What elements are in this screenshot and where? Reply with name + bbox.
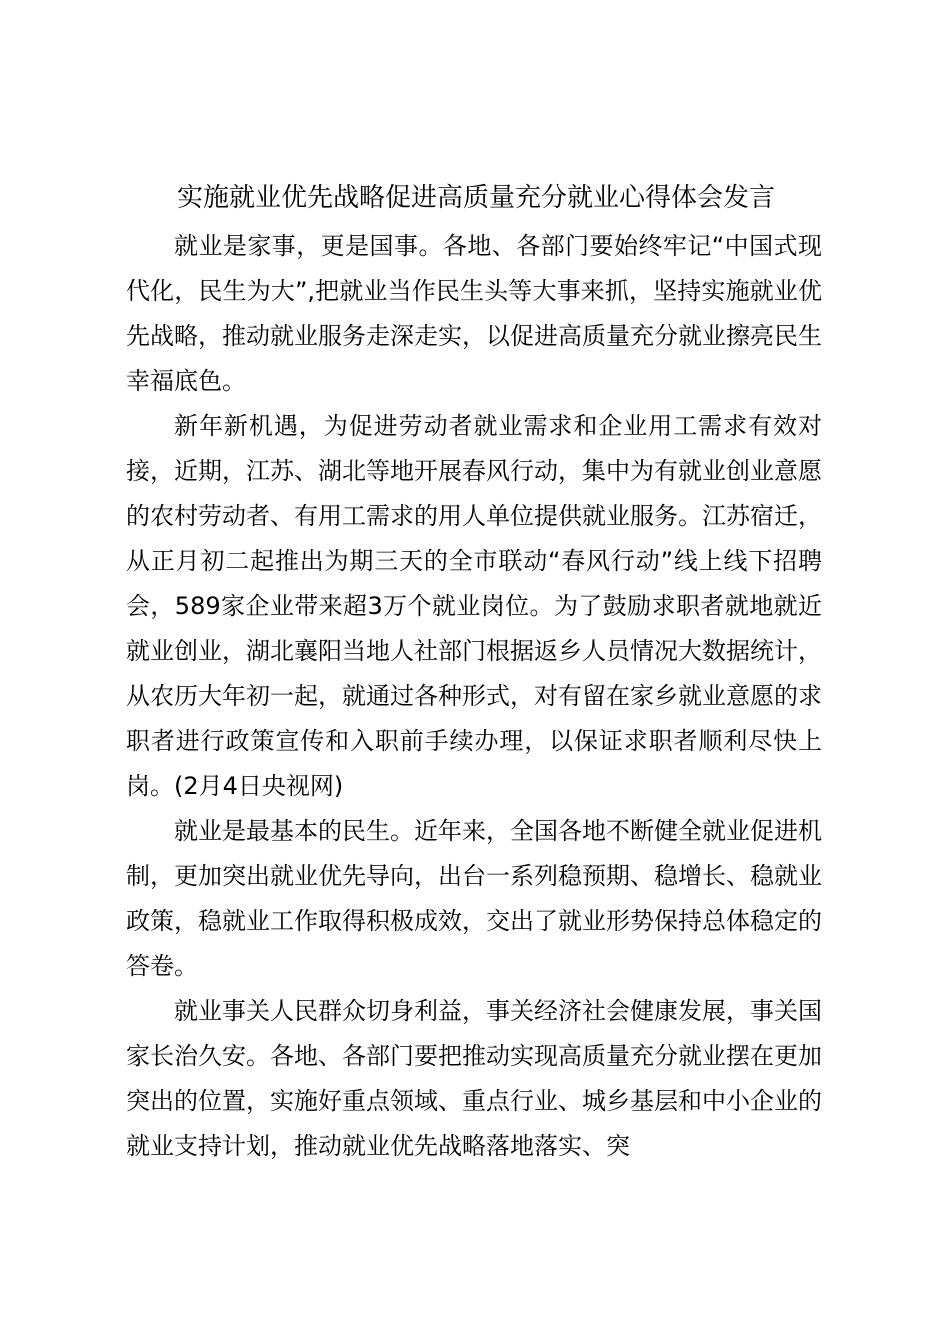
paragraph-1: 就业是家事，更是国事。各地、各部门要始终牢记“中国式现代化，民生为大”,把就业当作民生头等大事来抓，坚持实施就业优先战略，推动就业服务走深走实，以促进高质量充分就业擦亮民生幸福底色。: [126, 232, 822, 395]
document-body: [126, 224, 822, 1169]
document-title: 实施就业优先战略促进高质量充分就业心得体会发言: [176, 183, 775, 213]
paragraph-4: 就业事关人民群众切身利益，事关经济社会健康发展，事关国家长治久安。各地、各部门要把推动实现高质量充分就业摆在更加突出的位置，实施好重点领域、重点行业、城乡基层和中小企业的就业支持计划，推动就业优先战略落地落实、突: [126, 997, 822, 1160]
paragraph-2: 新年新机遇，为促进劳动者就业需求和企业用工需求有效对接，近期，江苏、湖北等地开展春风行动，集中为有就业创业意愿的农村劳动者、有用工需求的用人单位提供就业服务。江苏宿迁，从正月初二起推出为期三天的全市联动“春风行动”线上线下招聘会，589家企业带来超3万个就业岗位。为了鼓励求职者就地就近就业创业，湖北襄阳当地人社部门根据返乡人员情况大数据统计，从农历大年初一起，就通过各种形式，对有留在家乡就业意愿的求职者进行政策宣传和入职前手续办理，以保证求职者顺利尽快上岗。(2月4日央视网): [126, 412, 822, 800]
paragraph-3: 就业是最基本的民生。近年来，全国各地不断健全就业促进机制，更加突出就业优先导向，出台一系列稳预期、稳增长、稳就业政策，稳就业工作取得积极成效，交出了就业形势保持总体稳定的答卷。: [126, 817, 822, 980]
